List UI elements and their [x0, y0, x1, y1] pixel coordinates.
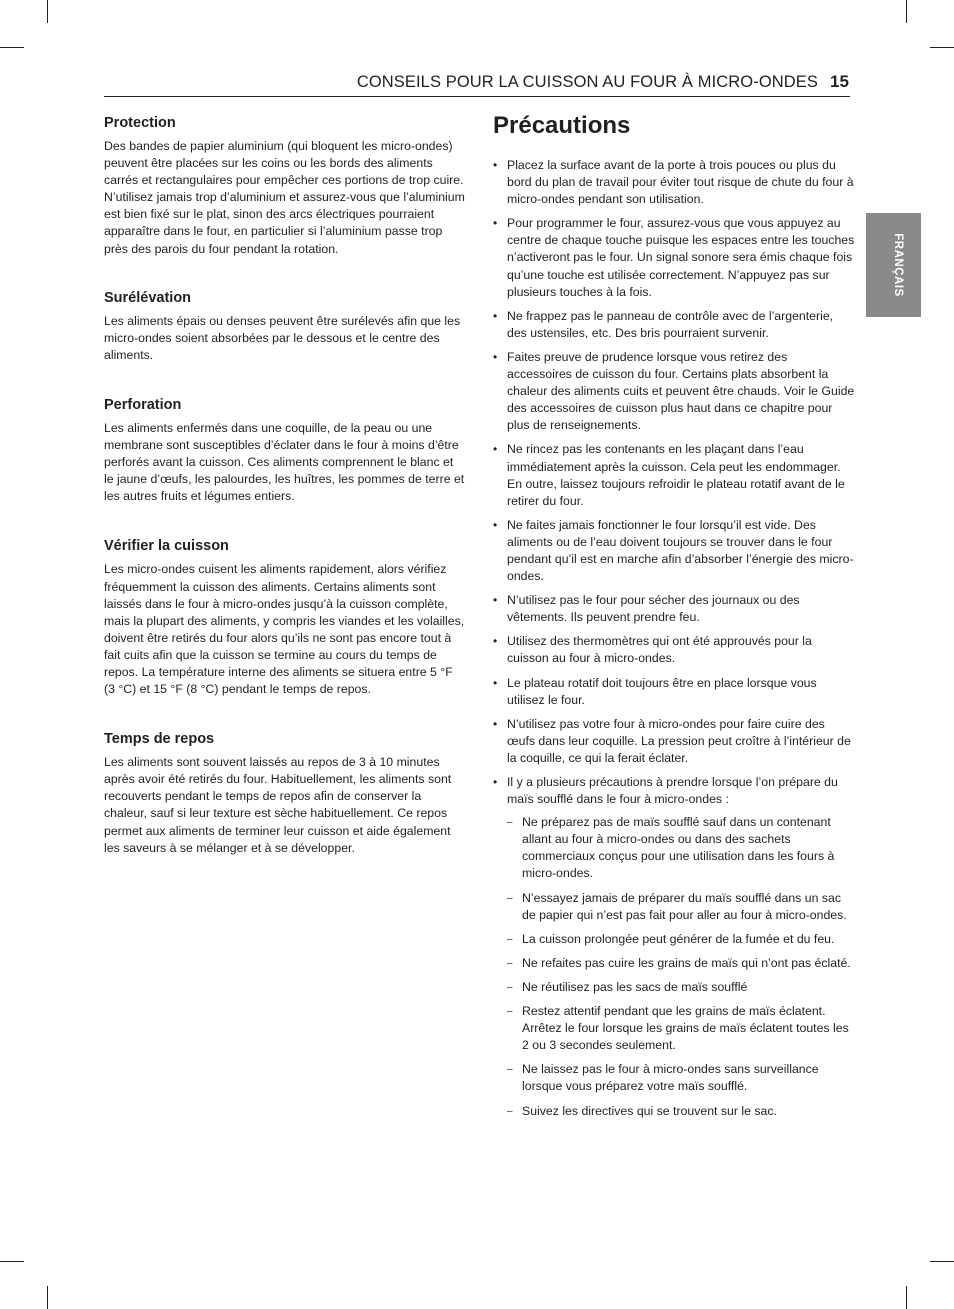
right-column [493, 110, 855, 1127]
list-item-text: N’utilisez pas le four pour sécher des journaux ou des vêtements. Ils peuvent prendre feu. [507, 593, 800, 625]
crop-mark [0, 1261, 24, 1262]
section-heading: Temps de repos [104, 731, 215, 748]
sub-list-item: – La cuisson prolongée peut générer de la fumée et du feu. [507, 931, 855, 948]
header-rule [104, 96, 850, 97]
list-item [493, 517, 855, 585]
list-item [493, 441, 855, 509]
section-temps-repos [104, 730, 466, 857]
list-item-text: Ne rincez pas les contenants en les plaçant dans l’eau immédiatement après la cuisson. Cela peut les endommager. En outre, laissez toujours refroidir le plateau rotatif avant de le retirer du four. [507, 442, 845, 508]
popcorn-sublist [507, 814, 855, 1119]
sub-list-item: – N’essayez jamais de préparer du maïs soufflé dans un sac de papier qui n’est pas fait pour aller au four à micro-ondes. [507, 890, 855, 924]
list-item-text: Le plateau rotatif doit toujours être en place lorsque vous utilisez le four. [507, 675, 817, 707]
section-body: Les aliments enfermés dans une coquille, de la peau ou une membrane sont susceptibles d’éclater dans le four à moins d’être perforés avant la cuisson. Ces aliments comprennent le blanc et le jaune d’œufs, les palourdes, les huîtres, les pommes de terre et les autres fruits et légumes entiers. [104, 420, 465, 504]
sub-list-item: – Ne préparez pas de maïs soufflé sauf dans un contenant allant au four à micro-ondes ou dans des sachets commerciaux conçus pour une utilisation dans les fours à micro-ondes. [507, 814, 855, 882]
list-item [493, 592, 855, 626]
sub-list-item: – Ne refaites pas cuire les grains de maïs qui n’ont pas éclaté. [507, 955, 855, 972]
section-body: Les aliments sont souvent laissés au repos de 3 à 10 minutes après avoir été retirés du four. Habituellement, les aliments sont recouverts pendant le temps de repos afin de conserver la chaleur, sauf si leur texture est sèche habituellement. Ce repos permet aux aliments de terminer leur cuisson et aide également les saveurs à se mélanger et à se développer. [104, 755, 452, 855]
section-verifier-cuisson [104, 537, 466, 698]
sub-list-item: – Suivez les directives qui se trouvent sur le sac. [507, 1103, 855, 1120]
list-item [493, 633, 855, 667]
sub-list-item: – Ne laissez pas le four à micro-ondes sans surveillance lorsque vous préparez votre maïs soufflé. [507, 1061, 855, 1095]
crop-mark [930, 1261, 954, 1262]
list-item-text: Utilisez des thermomètres qui ont été approuvés pour la cuisson au four à micro-ondes. [507, 634, 812, 666]
section-heading: Protection [104, 115, 176, 131]
section-body: Des bandes de papier aluminium (qui bloquent les micro-ondes) peuvent être placées sur les coins ou les bords des aliments carrés et rectangulaires pour empêcher ces portions de trop cuire. N’utilisez jamais trop d’aluminium et assurez-vous que l’aluminium est bien fixé sur le plat, sinon des arcs électriques pourraient apparaître dans le four, en particulier si l’aluminium passe trop près des parois du four pendant la rotation. [104, 139, 465, 256]
sub-list-item: – Restez attentif pendant que les grains de maïs éclatent. Arrêtez le four lorsque les grains de maïs éclatent toutes les 2 ou 3 secondes seulement. [507, 1003, 855, 1054]
list-item [493, 157, 855, 208]
list-item-text: Il y a plusieurs précautions à prendre lorsque l’on prépare du maïs soufflé dans le four à micro-ondes : [507, 775, 838, 807]
list-item-text: Placez la surface avant de la porte à trois pouces ou plus du bord du plan de travail pour éviter tout risque de chute du four à micro-ondes pendant son utilisation. [507, 158, 854, 207]
section-heading: Surélévation [104, 289, 192, 306]
section-perforation [104, 396, 466, 505]
left-column [104, 114, 466, 857]
list-item [493, 215, 855, 300]
language-tab-label: FRANÇAIS [892, 233, 904, 297]
language-tab [866, 213, 921, 317]
list-item [493, 716, 855, 767]
list-item-text: Ne faites jamais fonctionner le four lorsqu’il est vide. Des aliments ou de l’eau doivent toujours se trouver dans le four pendant qu’il est en marche afin d’absorber l’énergie des micro-ondes. [507, 517, 854, 584]
section-body: Les micro-ondes cuisent les aliments rapidement, alors vérifiez fréquemment la cuisson des aliments. Certains aliments sont laissés dans le four à micro-ondes jusqu’à la cuisson complète, mais la plupart des aliments, y compris les viandes et les volailles, doivent être retirés du four alors qu’ils ne sont pas encore tout à fait cuits afin que la cuisson se termine au cours du temps de repos. La température interne des aliments se situera entre 5 °F (3 °C) et 15 °F (8 °C) pendant le temps de repos. [104, 562, 465, 697]
page-number: 15 [830, 72, 849, 91]
section-heading: Vérifier la cuisson [104, 538, 229, 555]
section-body: Les aliments épais ou denses peuvent être surélevés afin que les micro-ondes soient absorbées par le dessous et le centre des aliments. [104, 313, 461, 362]
list-item [493, 675, 855, 709]
list-item [493, 349, 855, 434]
list-item-text: N’utilisez pas votre four à micro-ondes pour faire cuire des œufs dans leur coquille. La pression peut croître à l’intérieur de la coquille, ce qui la ferait éclater. [507, 716, 851, 765]
list-item-text: Ne frappez pas le panneau de contrôle avec de l’argenterie, des ustensiles, etc. Des bris pourraient survenir. [507, 308, 834, 340]
list-item [493, 308, 855, 342]
sub-list-item: – Ne réutilisez pas les sacs de maïs soufflé [507, 979, 855, 996]
crop-mark [0, 47, 24, 48]
section-protection [104, 114, 466, 258]
precautions-list [493, 157, 855, 1120]
list-item [493, 774, 855, 1120]
list-item-text: Faites preuve de prudence lorsque vous retirez des accessoires de cuisson du four. Certains plats absorbent la chaleur des aliments cuits et peuvent être chauds. Voir le Guide des accessoires de cuisson plus haut dans ce chapitre pour plus de renseignements. [507, 349, 855, 433]
crop-mark [47, 0, 48, 23]
crop-mark [47, 1286, 48, 1309]
crop-mark [930, 47, 954, 48]
running-header-title: CONSEILS POUR LA CUISSON AU FOUR À MICRO-ONDES [356, 73, 818, 91]
crop-mark [906, 0, 907, 23]
list-item-text: Pour programmer le four, assurez-vous que vous appuyez au centre de chaque touche puisque les espaces entre les touches n’activeront pas le four. Un signal sonore sera émis chaque fois qu’une touche est utilisée correctement. N’appuyez pas sur plusieurs touches à la fois. [507, 216, 855, 299]
page-title: Précautions [493, 112, 631, 139]
section-heading: Perforation [104, 396, 182, 413]
crop-mark [906, 1286, 907, 1309]
section-surelevation [104, 289, 466, 364]
